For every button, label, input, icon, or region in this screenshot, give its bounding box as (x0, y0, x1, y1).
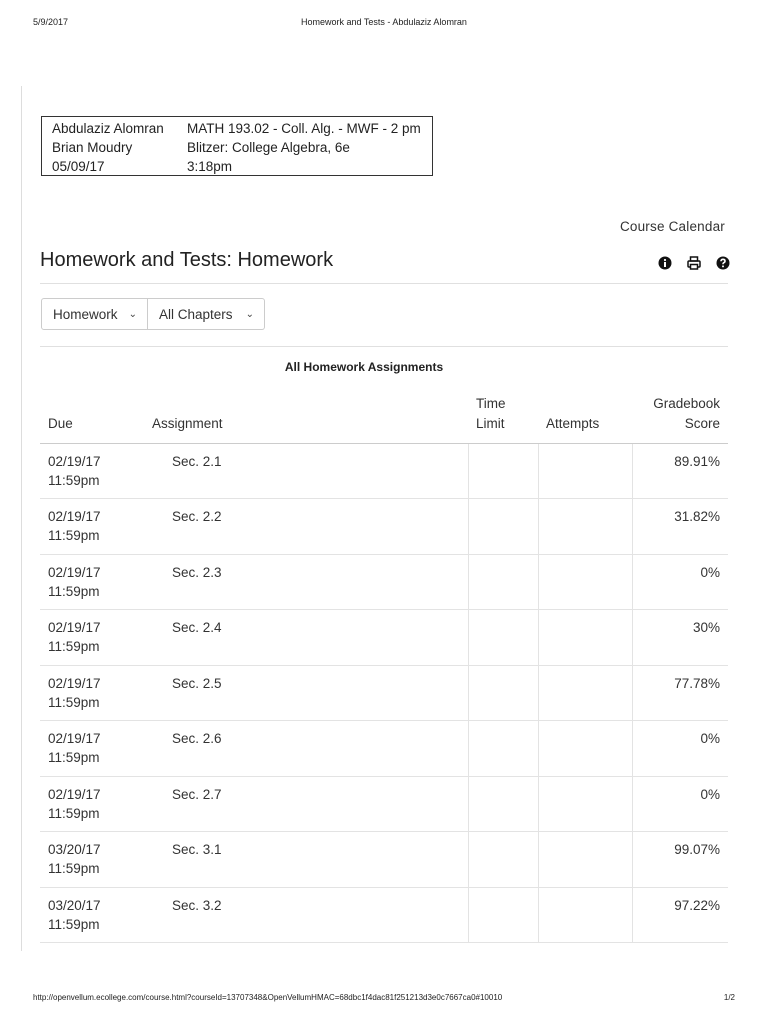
due-cell (40, 887, 144, 943)
due-time: 11:59pm (48, 750, 100, 765)
assignment-link[interactable]: Sec. 2.3 (172, 564, 222, 580)
due-time: 11:59pm (48, 694, 100, 710)
title-divider (40, 283, 728, 284)
attempts-cell (538, 610, 632, 666)
score-cell[interactable]: 0% (632, 554, 728, 610)
score-cell[interactable]: 99.07% (632, 832, 728, 888)
assignment-cell (144, 832, 468, 888)
instructor-name: Brian Moudry (52, 140, 133, 155)
due-time: 11:59pm (48, 805, 100, 821)
assignment-cell (144, 610, 468, 666)
table-row (40, 443, 728, 499)
page-tools (658, 256, 730, 270)
print-icon[interactable] (687, 256, 701, 270)
due-cell (40, 665, 144, 721)
time-limit-cell (468, 832, 538, 888)
assignment-link[interactable]: Sec. 3.1 (172, 842, 222, 857)
due-time: 11:59pm (48, 528, 100, 543)
due-time: 11:59pm (48, 861, 100, 876)
due-cell (40, 499, 144, 555)
attempts-cell (538, 443, 632, 499)
table-row (40, 665, 728, 721)
assignment-cell (144, 554, 468, 610)
table-row (40, 721, 728, 777)
column-header-time-limit-line2: Limit (476, 415, 505, 431)
score-cell[interactable]: 0% (632, 776, 728, 832)
assignment-cell (144, 665, 468, 721)
course-name: MATH 193.02 - Coll. Alg. - MWF - 2 pm (187, 121, 421, 136)
due-time: 11:59pm (48, 639, 100, 654)
column-header-attempts[interactable]: Attempts (538, 388, 632, 443)
page-number: 1/2 (723, 993, 735, 1002)
due-cell (40, 610, 144, 666)
due-date: 02/19/17 (48, 620, 101, 635)
print-header (33, 17, 735, 31)
column-header-time-limit-line1: Time (476, 395, 506, 411)
time-limit-cell (468, 776, 538, 832)
filter-bar (41, 298, 265, 330)
info-date: 05/09/17 (52, 159, 105, 174)
score-cell[interactable]: 97.22% (632, 887, 728, 943)
attempts-cell (538, 499, 632, 555)
info-row (52, 138, 422, 157)
score-cell[interactable]: 89.91% (632, 443, 728, 499)
assignment-cell (144, 499, 468, 555)
column-header-due[interactable]: Due (40, 388, 144, 443)
course-info-box (41, 116, 433, 176)
column-header-time-limit[interactable] (468, 388, 538, 443)
due-cell (40, 721, 144, 777)
info-row (52, 157, 422, 176)
time-limit-cell (468, 443, 538, 499)
due-date: 02/19/17 (48, 731, 101, 746)
due-date: 02/19/17 (48, 453, 101, 469)
time-limit-cell (468, 554, 538, 610)
due-cell (40, 776, 144, 832)
info-icon[interactable] (658, 256, 672, 270)
chevron-down-icon: ⌄ (245, 308, 254, 320)
column-header-assignment[interactable]: Assignment (144, 388, 468, 443)
chapter-value: All Chapters (159, 306, 233, 322)
left-divider (21, 86, 22, 951)
time-limit-cell (468, 665, 538, 721)
chevron-down-icon: ⌄ (128, 308, 137, 320)
table-row (40, 887, 728, 943)
due-date: 02/19/17 (48, 786, 101, 802)
attempts-cell (538, 721, 632, 777)
print-footer (33, 993, 735, 1007)
attempts-cell (538, 554, 632, 610)
assignment-cell (144, 776, 468, 832)
assignment-link[interactable]: Sec. 2.2 (172, 509, 222, 524)
attempts-cell (538, 887, 632, 943)
attempts-cell (538, 665, 632, 721)
score-cell[interactable]: 77.78% (632, 665, 728, 721)
score-cell[interactable]: 31.82% (632, 499, 728, 555)
due-cell (40, 443, 144, 499)
due-date: 02/19/17 (48, 675, 101, 691)
due-time: 11:59pm (48, 583, 100, 599)
due-date: 03/20/17 (48, 897, 101, 913)
table-caption: All Homework Assignments (284, 360, 444, 374)
info-time: 3:18pm (187, 159, 233, 174)
score-cell[interactable]: 30% (632, 610, 728, 666)
table-row (40, 499, 728, 555)
column-header-score[interactable] (632, 388, 728, 443)
print-date: 5/9/2017 (33, 17, 69, 27)
table-row (40, 554, 728, 610)
print-url: http://openvellum.ecollege.com/course.html?courseId=13707348&OpenVellumHMAC=68dbc1f4dac81f251213d3e0c7667ca0#10010 (33, 993, 503, 1002)
help-icon[interactable] (716, 256, 730, 270)
assignment-type-select[interactable] (41, 298, 148, 330)
assignment-link[interactable]: Sec. 2.6 (172, 731, 222, 746)
filters-divider (40, 346, 728, 347)
due-time: 11:59pm (48, 472, 100, 488)
time-limit-cell (468, 721, 538, 777)
assignment-link[interactable]: Sec. 2.1 (172, 453, 222, 469)
table-row (40, 776, 728, 832)
due-date: 02/19/17 (48, 509, 101, 524)
table-header-row (40, 388, 728, 443)
table-row (40, 610, 728, 666)
assignment-cell (144, 443, 468, 499)
column-header-score-line2: Score (684, 415, 720, 431)
homework-table (40, 388, 728, 943)
due-date: 02/19/17 (48, 564, 101, 580)
attempts-cell (538, 776, 632, 832)
due-cell (40, 832, 144, 888)
info-row (52, 119, 422, 138)
assignment-link[interactable]: Sec. 2.5 (172, 675, 222, 691)
assignment-link[interactable]: Sec. 2.7 (172, 786, 222, 802)
student-name: Abdulaziz Alomran (52, 121, 164, 136)
time-limit-cell (468, 887, 538, 943)
assignment-link[interactable]: Sec. 3.2 (172, 897, 222, 913)
score-cell[interactable]: 0% (632, 721, 728, 777)
due-date: 03/20/17 (48, 842, 101, 857)
table-row (40, 832, 728, 888)
attempts-cell (538, 832, 632, 888)
assignment-cell (144, 721, 468, 777)
course-calendar-link[interactable]: Course Calendar (619, 219, 725, 234)
chapter-select[interactable] (148, 298, 265, 330)
page-title: Homework and Tests: Homework (40, 249, 334, 271)
column-header-score-line1: Gradebook (653, 395, 720, 411)
due-time: 11:59pm (48, 916, 100, 932)
assignment-type-value: Homework (53, 306, 118, 322)
print-document-title: Homework and Tests - Abdulaziz Alomran (301, 17, 467, 27)
assignment-cell (144, 887, 468, 943)
time-limit-cell (468, 610, 538, 666)
book-title: Blitzer: College Algebra, 6e (187, 140, 350, 155)
due-cell (40, 554, 144, 610)
time-limit-cell (468, 499, 538, 555)
assignment-link[interactable]: Sec. 2.4 (172, 620, 222, 635)
